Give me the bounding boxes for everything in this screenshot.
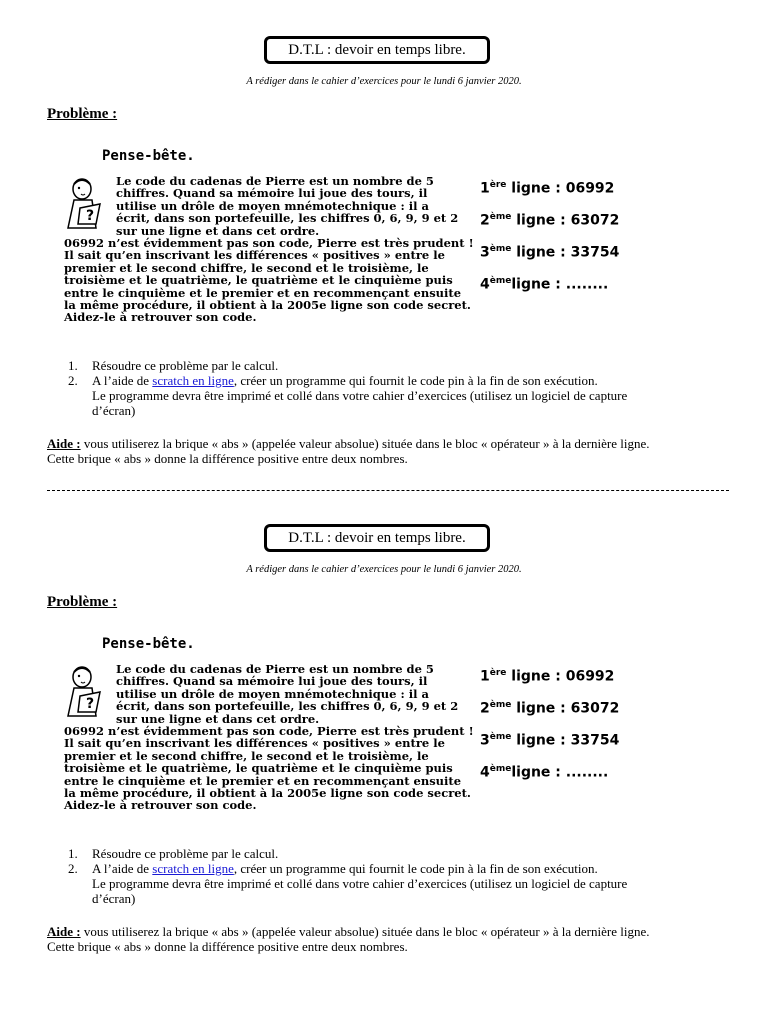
line-value: ligne : 06992 [506, 180, 615, 197]
puzzle-text-line: Aidez-le à retrouver son code. [64, 798, 257, 813]
puzzle-text-line: sur une ligne et dans cet ordre. [116, 223, 320, 238]
puzzle-text-line: la même procédure, il obtient à la 2005e ligne son code secret. [64, 298, 471, 313]
line-number: 1 [480, 668, 490, 685]
puzzle-text-line: troisième et le quatrième, le quatrième et le cinquième puis [64, 273, 453, 288]
line-number: 4 [480, 764, 490, 781]
digit-line [480, 764, 720, 796]
puzzle-text-line: écrit, dans son portefeuille, les chiffres 0, 6, 9, 9 et 2 [116, 211, 459, 226]
puzzle-text-line: chiffres. Quand sa mémoire lui joue des tours, il [116, 674, 428, 689]
line-value: ligne : ........ [511, 764, 609, 781]
hint-label: Aide : [47, 436, 81, 451]
line-value: ligne : 63072 [511, 212, 620, 229]
due-date-note: A rédiger dans le cahier d’exercices pour le lundi 6 janvier 2020. [246, 76, 522, 87]
due-date-note: A rédiger dans le cahier d’exercices pour le lundi 6 janvier 2020. [246, 564, 522, 575]
problem-label: Problème : [47, 594, 118, 610]
page-title: D.T.L : devoir en temps libre. [264, 524, 490, 552]
svg-text:?: ? [86, 208, 95, 224]
line-number: 3 [480, 732, 490, 749]
digit-line [480, 732, 720, 764]
digit-line [480, 212, 720, 244]
puzzle-text-line: 06992 n’est évidemment pas son code, Pierre est très prudent ! [64, 236, 474, 251]
problem-label: Problème : [47, 106, 118, 122]
line-ordinal: ème [489, 764, 512, 774]
hint-block [47, 924, 737, 954]
puzzle-text [64, 174, 474, 325]
task-list [68, 846, 708, 906]
hint-text: vous utiliserez la brique « abs » (appelée valeur absolue) située dans le bloc « opérateur » à la dernière ligne. [80, 436, 650, 451]
svg-text:?: ? [86, 696, 95, 712]
task-item [68, 373, 708, 418]
task-text: Résoudre ce problème par le calcul. [92, 846, 279, 861]
puzzle-text-line: Il sait qu’en inscrivant les différences « positives » entre le [64, 736, 445, 751]
line-ordinal: ème [489, 212, 512, 222]
task-number: 1. [68, 846, 78, 861]
puzzle-text-line: utilise un drôle de moyen mnémotechnique : il a [116, 686, 429, 701]
task-text: , créer un programme qui fournit le code pin à la fin de son exécution. [233, 373, 598, 388]
task-text: d’écran) [92, 403, 136, 418]
puzzle-text-line: écrit, dans son portefeuille, les chiffres 0, 6, 9, 9 et 2 [116, 699, 459, 714]
puzzle-text-line: entre le cinquième et le premier et en recommençant ensuite [64, 773, 462, 788]
line-number: 2 [480, 212, 490, 229]
task-text: Résoudre ce problème par le calcul. [92, 358, 279, 373]
task-text: Le programme devra être imprimé et collé dans votre cahier d’exercices (utilisez un logiciel de capture [92, 876, 628, 891]
hint-label: Aide : [47, 924, 81, 939]
puzzle-text-line: Le code du cadenas de Pierre est un nombre de 5 [116, 174, 434, 188]
task-text: A l’aide de [92, 373, 153, 388]
task-item [68, 846, 708, 861]
line-number: 4 [480, 276, 490, 293]
task-item [68, 358, 708, 373]
puzzle-text-line: sur une ligne et dans cet ordre. [116, 711, 320, 726]
line-number: 3 [480, 244, 490, 261]
puzzle-text [64, 662, 474, 813]
line-number: 2 [480, 700, 490, 717]
digit-line [480, 244, 720, 276]
digit-line [480, 180, 720, 212]
task-text: d’écran) [92, 891, 136, 906]
line-value: ligne : ........ [511, 276, 609, 293]
page-title: D.T.L : devoir en temps libre. [264, 36, 490, 64]
line-value: ligne : 33754 [511, 732, 620, 749]
task-number: 2. [68, 373, 78, 388]
worksheet-bottom [0, 488, 768, 963]
puzzle-text-line: utilise un drôle de moyen mnémotechnique : il a [116, 198, 429, 213]
task-number: 1. [68, 358, 78, 373]
hint-text: Cette brique « abs » donne la différence positive entre deux nombres. [47, 939, 408, 954]
puzzle-text-line: premier et le second chiffre, le second et le troisième, le [64, 748, 429, 763]
puzzle-text-line: chiffres. Quand sa mémoire lui joue des tours, il [116, 186, 428, 201]
line-ordinal: ème [489, 276, 512, 286]
worksheet-top [0, 0, 768, 475]
line-ordinal: ère [489, 180, 507, 190]
task-text: Le programme devra être imprimé et collé dans votre cahier d’exercices (utilisez un logiciel de capture [92, 388, 628, 403]
digit-line [480, 276, 720, 308]
puzzle-text-line: Aidez-le à retrouver son code. [64, 310, 257, 325]
line-value: ligne : 06992 [506, 668, 615, 685]
puzzle-text-line: Il sait qu’en inscrivant les différences « positives » entre le [64, 248, 445, 263]
puzzle-text-line: premier et le second chiffre, le second et le troisième, le [64, 260, 429, 275]
task-item [68, 861, 708, 906]
puzzle-text-line: troisième et le quatrième, le quatrième et le cinquième puis [64, 761, 453, 776]
task-number: 2. [68, 861, 78, 876]
scratch-link[interactable]: scratch en ligne [152, 861, 234, 876]
task-text: A l’aide de [92, 861, 153, 876]
digit-line [480, 668, 720, 700]
line-ordinal: ème [489, 244, 512, 254]
line-ordinal: ème [489, 700, 512, 710]
digit-line [480, 700, 720, 732]
task-text: , créer un programme qui fournit le code pin à la fin de son exécution. [233, 861, 598, 876]
puzzle-heading: Pense-bête. [102, 636, 195, 652]
hint-block [47, 436, 737, 466]
hint-text: Cette brique « abs » donne la différence positive entre deux nombres. [47, 451, 408, 466]
task-list [68, 358, 708, 418]
puzzle-text-line: 06992 n’est évidemment pas son code, Pierre est très prudent ! [64, 724, 474, 739]
puzzle-text-line: Le code du cadenas de Pierre est un nombre de 5 [116, 662, 434, 676]
digit-lines [480, 668, 720, 796]
line-number: 1 [480, 180, 490, 197]
puzzle-text-line: la même procédure, il obtient à la 2005e ligne son code secret. [64, 786, 471, 801]
digit-lines [480, 180, 720, 308]
scratch-link[interactable]: scratch en ligne [152, 373, 234, 388]
hint-text: vous utiliserez la brique « abs » (appelée valeur absolue) située dans le bloc « opérateur » à la dernière ligne. [80, 924, 650, 939]
line-ordinal: ème [489, 732, 512, 742]
puzzle-text-line: entre le cinquième et le premier et en recommençant ensuite [64, 285, 462, 300]
line-ordinal: ère [489, 668, 507, 678]
line-value: ligne : 33754 [511, 244, 620, 261]
line-value: ligne : 63072 [511, 700, 620, 717]
puzzle-heading: Pense-bête. [102, 148, 195, 164]
